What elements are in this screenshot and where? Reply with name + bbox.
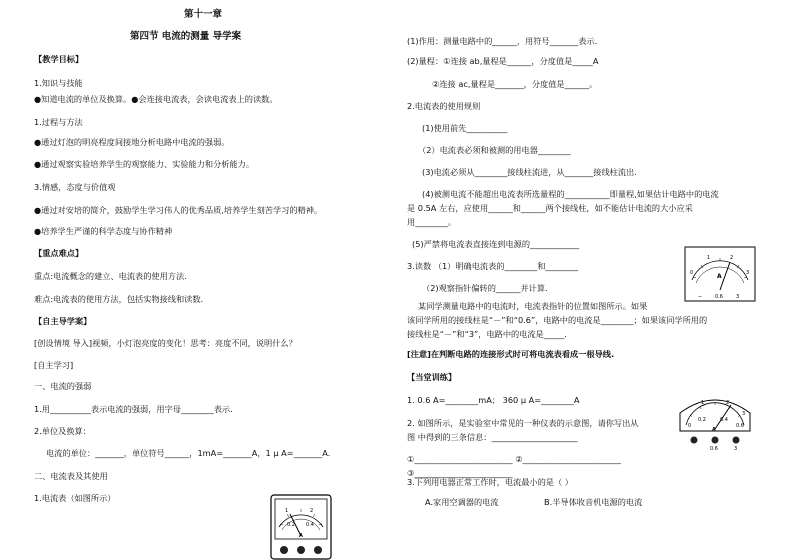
- practice-heading: 【当堂训练】: [407, 372, 457, 382]
- inner-label-0.2: 0.2: [698, 417, 706, 423]
- goal3-title: 3.情感，态度与价值观: [34, 182, 116, 192]
- r-range-ac: ②连接 ac,量程是_______，分度值是______。: [432, 79, 598, 89]
- practice-2c: ①________________________ ②________________________: [407, 454, 621, 464]
- part1-heading: 一、电流的强弱: [34, 381, 92, 391]
- ammeter-figure-right-2: [676, 391, 754, 451]
- inner-label-0.4: 0.4: [306, 522, 314, 528]
- terminal-label-0.6: 0.6: [715, 294, 723, 300]
- practice-3-option-b: B.半导体收音机电源的电流: [544, 497, 643, 507]
- r-example-1: 某同学测量电路中的电流时，电流表指针的位置如图所示。如果: [418, 301, 648, 311]
- ammeter-figure-left: [270, 494, 332, 560]
- practice-3: 3.下列用电器正常工作时，电流最小的是（ ）: [407, 477, 573, 487]
- goal1-text: ●知道电流的单位及换算。●会连接电流表，会读电流表上的读数。: [34, 94, 278, 104]
- scale-label-1: 1: [701, 400, 705, 406]
- ammeter-figure-right-1: [684, 246, 756, 302]
- chapter-title: 第十一章: [184, 9, 223, 20]
- section-title: 第四节 电流的测量 导学案: [130, 31, 242, 42]
- self-study-label: [自主学习]: [34, 360, 74, 370]
- goal2-text-b: ●通过观察实验培养学生的观察能力、实验能力和分析能力。: [34, 159, 255, 169]
- practice-1: 1. 0.6 A=________mA； 360 μ A=________A: [407, 395, 580, 405]
- scale-label-3: 3: [746, 270, 750, 276]
- scale-label-2: 2: [730, 255, 734, 261]
- r-example-3: 接线柱是“－”和“3”，电路中的电流是_____.: [407, 329, 567, 339]
- r-rule-2: （2）电流表必须和被测的用电器________: [418, 145, 571, 155]
- inner-label-0.2: 0.2: [287, 522, 295, 528]
- practice-2b: 图 中得到的三条信息：_____________________: [407, 432, 578, 442]
- r-rule-5: (5)严禁将电流表直接连到电源的____________: [412, 239, 580, 249]
- r-rules-heading: 2.电流表的使用规则: [407, 101, 481, 111]
- inner-label-0.4: 0.4: [720, 417, 728, 423]
- self-study-heading: 【自主导学案】: [34, 316, 92, 326]
- difficulty: 难点:电流表的使用方法，包括实物接线和读数.: [34, 294, 204, 304]
- practice-3-option-a: A.家用空调器的电流: [425, 497, 499, 507]
- unit-label: A: [299, 533, 303, 539]
- r-purpose: (1)作用：测量电路中的______，用符号_______表示.: [407, 36, 598, 46]
- terminal-label-0.6: 0.6: [710, 446, 718, 451]
- terminal-label-3: 3: [736, 294, 740, 300]
- scale-label-2: 2: [310, 508, 314, 514]
- key-heading: 【重点难点】: [34, 248, 84, 258]
- question-2: 2.单位及换算：: [34, 426, 91, 436]
- r-reading-1: 3.读数 （1）明确电流表的________和________: [407, 261, 579, 271]
- r-note: [注意]在判断电路的连接形式时可将电流表看成一根导线.: [407, 349, 615, 359]
- r-range-ab: (2)量程：①连接 ab,量程是______，分度值是_____A: [407, 56, 599, 66]
- r-example-2: 该同学所用的接线柱是“－”和“0.6”，电路中的电流是________；如果该同学所用的: [407, 315, 708, 325]
- r-rule-1: (1)使用前先__________: [422, 123, 508, 133]
- r-rule-4a: (4)被测电流不能超出电流表所选量程的___________即量程,如果估计电路中的电流: [422, 189, 719, 199]
- scale-label-1: 1: [707, 255, 711, 261]
- meter-question: 1.电流表（如图所示）: [34, 493, 116, 503]
- scale-label-1: 1: [285, 508, 289, 514]
- goal2-text-a: ●通过灯泡的明亮程度间接地分析电路中电流的强弱。: [34, 137, 230, 147]
- r-rule-3: (3)电流必须从________接线柱流进，从_______接线柱流出.: [422, 167, 637, 177]
- scale-label-3: 3: [742, 411, 746, 417]
- inner-label-0: 0: [688, 423, 692, 429]
- scale-label-0: 0: [690, 270, 694, 276]
- terminal-label-minus: −: [698, 294, 703, 300]
- goal3-text-a: ●通过对安培的简介，鼓励学生学习伟人的优秀品质,培养学生刻苦学习的精神。: [34, 205, 323, 215]
- part2-heading: 二、电流表及其使用: [34, 471, 108, 481]
- unit-label: A: [717, 273, 722, 280]
- goal2-title: 1.过程与方法: [34, 117, 83, 127]
- question-2-units: 电流的单位：_______，单位符号______，1mA=_______A，1 μ A=_______A.: [46, 448, 331, 458]
- question-1: 1.用__________表示电流的强弱，用字母________表示.: [34, 404, 233, 414]
- scale-label-2: 2: [726, 400, 730, 406]
- inner-label-0.6: 0.6: [736, 423, 744, 429]
- practice-2d: ③________________________: [407, 468, 513, 478]
- terminal-label-3: 3: [734, 446, 738, 451]
- r-rule-4c: 用________。: [407, 217, 457, 227]
- key-point: 重点:电流概念的建立、电流表的使用方法.: [34, 271, 187, 281]
- practice-2a: 2. 如图所示，是实验室中常见的一种仪表的示意图，请你写出从: [407, 418, 639, 428]
- goal1-title: 1.知识与技能: [34, 78, 83, 88]
- goals-heading: 【教学目标】: [34, 54, 84, 64]
- goal3-text-b: ●培养学生严谨的科学态度与协作精神: [34, 226, 173, 236]
- r-rule-4b: 是 0.5A 左右，应使用______和______两个接线柱，如不能估计电流的大小应采: [407, 203, 693, 213]
- unit-label: A: [712, 427, 716, 433]
- scenario-text: [创设情境 导入]视频，小灯泡亮度的变化！思考：亮度不同，说明什么？: [34, 338, 297, 348]
- r-reading-2: （2)观察指针偏转的______并计算.: [422, 283, 548, 293]
